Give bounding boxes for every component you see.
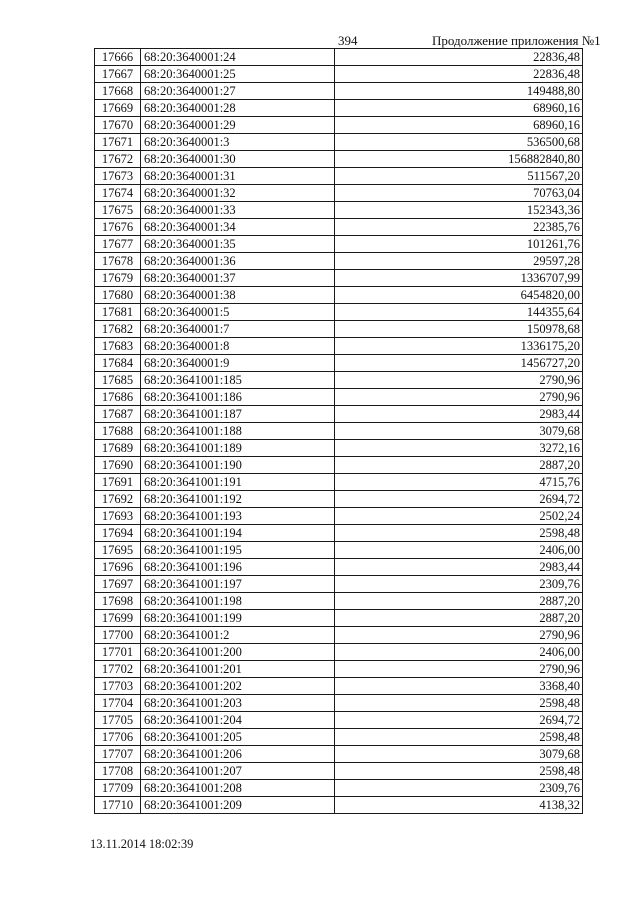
table-row xyxy=(95,491,583,508)
table-row xyxy=(95,304,583,321)
cadastral-value-cell: 2694,72 xyxy=(335,712,583,729)
table-row xyxy=(95,627,583,644)
table-row xyxy=(95,168,583,185)
cadastral-number-cell: 68:20:3640001:30 xyxy=(141,151,335,168)
cadastral-value-cell: 4138,32 xyxy=(335,797,583,814)
row-number-cell: 17674 xyxy=(95,185,141,202)
cadastral-value-table xyxy=(94,48,583,814)
table-row xyxy=(95,151,583,168)
row-number-cell: 17681 xyxy=(95,304,141,321)
cadastral-value-cell: 536500,68 xyxy=(335,134,583,151)
cadastral-number-cell: 68:20:3641001:196 xyxy=(141,559,335,576)
row-number-cell: 17669 xyxy=(95,100,141,117)
cadastral-number-cell: 68:20:3640001:28 xyxy=(141,100,335,117)
table-row xyxy=(95,321,583,338)
cadastral-value-cell: 4715,76 xyxy=(335,474,583,491)
cadastral-number-cell: 68:20:3640001:9 xyxy=(141,355,335,372)
table-row xyxy=(95,576,583,593)
cadastral-value-cell: 156882840,80 xyxy=(335,151,583,168)
cadastral-value-cell: 2887,20 xyxy=(335,610,583,627)
row-number-cell: 17684 xyxy=(95,355,141,372)
row-number-cell: 17707 xyxy=(95,746,141,763)
cadastral-value-cell: 2309,76 xyxy=(335,780,583,797)
cadastral-number-cell: 68:20:3640001:8 xyxy=(141,338,335,355)
row-number-cell: 17689 xyxy=(95,440,141,457)
row-number-cell: 17676 xyxy=(95,219,141,236)
row-number-cell: 17668 xyxy=(95,83,141,100)
cadastral-number-cell: 68:20:3641001:192 xyxy=(141,491,335,508)
row-number-cell: 17670 xyxy=(95,117,141,134)
table-row xyxy=(95,559,583,576)
cadastral-value-cell: 22836,48 xyxy=(335,49,583,66)
row-number-cell: 17675 xyxy=(95,202,141,219)
table-row xyxy=(95,49,583,66)
cadastral-number-cell: 68:20:3640001:36 xyxy=(141,253,335,270)
cadastral-value-cell: 2790,96 xyxy=(335,661,583,678)
table-row xyxy=(95,457,583,474)
table-row xyxy=(95,423,583,440)
cadastral-value-cell: 2983,44 xyxy=(335,559,583,576)
table-row xyxy=(95,797,583,814)
page-number: 394 xyxy=(338,33,358,48)
row-number-cell: 17691 xyxy=(95,474,141,491)
cadastral-value-cell: 2406,00 xyxy=(335,644,583,661)
row-number-cell: 17680 xyxy=(95,287,141,304)
cadastral-number-cell: 68:20:3640001:38 xyxy=(141,287,335,304)
cadastral-value-cell: 2887,20 xyxy=(335,457,583,474)
table-row xyxy=(95,236,583,253)
cadastral-number-cell: 68:20:3640001:33 xyxy=(141,202,335,219)
cadastral-number-cell: 68:20:3641001:2 xyxy=(141,627,335,644)
cadastral-value-cell: 150978,68 xyxy=(335,321,583,338)
table-row xyxy=(95,372,583,389)
row-number-cell: 17697 xyxy=(95,576,141,593)
cadastral-value-cell: 101261,76 xyxy=(335,236,583,253)
table-row xyxy=(95,134,583,151)
row-number-cell: 17686 xyxy=(95,389,141,406)
table-row xyxy=(95,202,583,219)
row-number-cell: 17677 xyxy=(95,236,141,253)
row-number-cell: 17696 xyxy=(95,559,141,576)
cadastral-value-cell: 1336707,99 xyxy=(335,270,583,287)
row-number-cell: 17702 xyxy=(95,661,141,678)
table-row xyxy=(95,100,583,117)
row-number-cell: 17682 xyxy=(95,321,141,338)
cadastral-value-cell: 3079,68 xyxy=(335,746,583,763)
cadastral-number-cell: 68:20:3641001:186 xyxy=(141,389,335,406)
row-number-cell: 17708 xyxy=(95,763,141,780)
table-row xyxy=(95,440,583,457)
row-number-cell: 17685 xyxy=(95,372,141,389)
cadastral-number-cell: 68:20:3640001:24 xyxy=(141,49,335,66)
table-row xyxy=(95,746,583,763)
cadastral-value-cell: 2406,00 xyxy=(335,542,583,559)
table-row xyxy=(95,712,583,729)
cadastral-value-cell: 511567,20 xyxy=(335,168,583,185)
cadastral-number-cell: 68:20:3640001:32 xyxy=(141,185,335,202)
table-row xyxy=(95,287,583,304)
cadastral-value-cell: 149488,80 xyxy=(335,83,583,100)
row-number-cell: 17666 xyxy=(95,49,141,66)
row-number-cell: 17679 xyxy=(95,270,141,287)
cadastral-value-cell: 22836,48 xyxy=(335,66,583,83)
cadastral-number-cell: 68:20:3640001:34 xyxy=(141,219,335,236)
row-number-cell: 17687 xyxy=(95,406,141,423)
row-number-cell: 17695 xyxy=(95,542,141,559)
cadastral-number-cell: 68:20:3641001:190 xyxy=(141,457,335,474)
cadastral-number-cell: 68:20:3640001:27 xyxy=(141,83,335,100)
cadastral-value-cell: 70763,04 xyxy=(335,185,583,202)
table-row xyxy=(95,66,583,83)
cadastral-number-cell: 68:20:3640001:3 xyxy=(141,134,335,151)
table-row xyxy=(95,389,583,406)
row-number-cell: 17688 xyxy=(95,423,141,440)
cadastral-value-cell: 152343,36 xyxy=(335,202,583,219)
cadastral-value-cell: 22385,76 xyxy=(335,219,583,236)
table-row xyxy=(95,185,583,202)
row-number-cell: 17678 xyxy=(95,253,141,270)
table-row xyxy=(95,474,583,491)
cadastral-number-cell: 68:20:3641001:187 xyxy=(141,406,335,423)
cadastral-number-cell: 68:20:3641001:200 xyxy=(141,644,335,661)
cadastral-value-cell: 3079,68 xyxy=(335,423,583,440)
row-number-cell: 17698 xyxy=(95,593,141,610)
cadastral-value-cell: 2983,44 xyxy=(335,406,583,423)
row-number-cell: 17693 xyxy=(95,508,141,525)
cadastral-value-cell: 2790,96 xyxy=(335,627,583,644)
table-row xyxy=(95,763,583,780)
cadastral-value-cell: 29597,28 xyxy=(335,253,583,270)
row-number-cell: 17673 xyxy=(95,168,141,185)
table-row xyxy=(95,644,583,661)
cadastral-value-cell: 2598,48 xyxy=(335,729,583,746)
cadastral-value-cell: 68960,16 xyxy=(335,100,583,117)
row-number-cell: 17700 xyxy=(95,627,141,644)
cadastral-number-cell: 68:20:3641001:193 xyxy=(141,508,335,525)
cadastral-value-cell: 144355,64 xyxy=(335,304,583,321)
row-number-cell: 17705 xyxy=(95,712,141,729)
cadastral-number-cell: 68:20:3641001:204 xyxy=(141,712,335,729)
cadastral-value-cell: 1456727,20 xyxy=(335,355,583,372)
cadastral-value-cell: 2309,76 xyxy=(335,576,583,593)
cadastral-value-cell: 2790,96 xyxy=(335,389,583,406)
row-number-cell: 17699 xyxy=(95,610,141,627)
table-row xyxy=(95,661,583,678)
cadastral-value-cell: 2694,72 xyxy=(335,491,583,508)
cadastral-value-cell: 2887,20 xyxy=(335,593,583,610)
table-row xyxy=(95,678,583,695)
cadastral-number-cell: 68:20:3640001:37 xyxy=(141,270,335,287)
row-number-cell: 17671 xyxy=(95,134,141,151)
table-row xyxy=(95,219,583,236)
cadastral-value-cell: 3272,16 xyxy=(335,440,583,457)
cadastral-number-cell: 68:20:3641001:197 xyxy=(141,576,335,593)
cadastral-number-cell: 68:20:3640001:29 xyxy=(141,117,335,134)
table-row xyxy=(95,253,583,270)
table-row xyxy=(95,270,583,287)
cadastral-number-cell: 68:20:3640001:7 xyxy=(141,321,335,338)
table-body xyxy=(95,49,583,814)
cadastral-number-cell: 68:20:3641001:198 xyxy=(141,593,335,610)
cadastral-value-cell: 68960,16 xyxy=(335,117,583,134)
table-row xyxy=(95,610,583,627)
table-row xyxy=(95,117,583,134)
cadastral-number-cell: 68:20:3641001:206 xyxy=(141,746,335,763)
cadastral-number-cell: 68:20:3641001:202 xyxy=(141,678,335,695)
table-row xyxy=(95,406,583,423)
cadastral-number-cell: 68:20:3641001:185 xyxy=(141,372,335,389)
cadastral-number-cell: 68:20:3641001:201 xyxy=(141,661,335,678)
table-row xyxy=(95,729,583,746)
cadastral-number-cell: 68:20:3641001:194 xyxy=(141,525,335,542)
row-number-cell: 17694 xyxy=(95,525,141,542)
cadastral-value-cell: 2598,48 xyxy=(335,763,583,780)
continuation-note: Продолжение приложения №1 xyxy=(432,33,601,48)
cadastral-number-cell: 68:20:3641001:199 xyxy=(141,610,335,627)
table-row xyxy=(95,542,583,559)
cadastral-number-cell: 68:20:3640001:35 xyxy=(141,236,335,253)
cadastral-number-cell: 68:20:3641001:189 xyxy=(141,440,335,457)
cadastral-number-cell: 68:20:3640001:31 xyxy=(141,168,335,185)
cadastral-number-cell: 68:20:3641001:188 xyxy=(141,423,335,440)
cadastral-value-cell: 2502,24 xyxy=(335,508,583,525)
cadastral-value-cell: 6454820,00 xyxy=(335,287,583,304)
row-number-cell: 17706 xyxy=(95,729,141,746)
cadastral-number-cell: 68:20:3641001:207 xyxy=(141,763,335,780)
table-row xyxy=(95,695,583,712)
cadastral-value-cell: 2598,48 xyxy=(335,695,583,712)
cadastral-number-cell: 68:20:3641001:203 xyxy=(141,695,335,712)
table-row xyxy=(95,593,583,610)
row-number-cell: 17672 xyxy=(95,151,141,168)
cadastral-number-cell: 68:20:3640001:5 xyxy=(141,304,335,321)
cadastral-number-cell: 68:20:3641001:209 xyxy=(141,797,335,814)
row-number-cell: 17703 xyxy=(95,678,141,695)
row-number-cell: 17692 xyxy=(95,491,141,508)
row-number-cell: 17667 xyxy=(95,66,141,83)
row-number-cell: 17710 xyxy=(95,797,141,814)
table-row xyxy=(95,780,583,797)
row-number-cell: 17709 xyxy=(95,780,141,797)
cadastral-number-cell: 68:20:3641001:208 xyxy=(141,780,335,797)
cadastral-value-cell: 1336175,20 xyxy=(335,338,583,355)
table-row xyxy=(95,83,583,100)
cadastral-value-cell: 2598,48 xyxy=(335,525,583,542)
cadastral-value-cell: 3368,40 xyxy=(335,678,583,695)
table-row xyxy=(95,355,583,372)
cadastral-number-cell: 68:20:3640001:25 xyxy=(141,66,335,83)
cadastral-number-cell: 68:20:3641001:205 xyxy=(141,729,335,746)
cadastral-number-cell: 68:20:3641001:191 xyxy=(141,474,335,491)
cadastral-value-cell: 2790,96 xyxy=(335,372,583,389)
table-row xyxy=(95,525,583,542)
row-number-cell: 17690 xyxy=(95,457,141,474)
row-number-cell: 17683 xyxy=(95,338,141,355)
row-number-cell: 17701 xyxy=(95,644,141,661)
footer-timestamp: 13.11.2014 18:02:39 xyxy=(90,837,194,851)
table-row xyxy=(95,338,583,355)
table-row xyxy=(95,508,583,525)
row-number-cell: 17704 xyxy=(95,695,141,712)
cadastral-number-cell: 68:20:3641001:195 xyxy=(141,542,335,559)
